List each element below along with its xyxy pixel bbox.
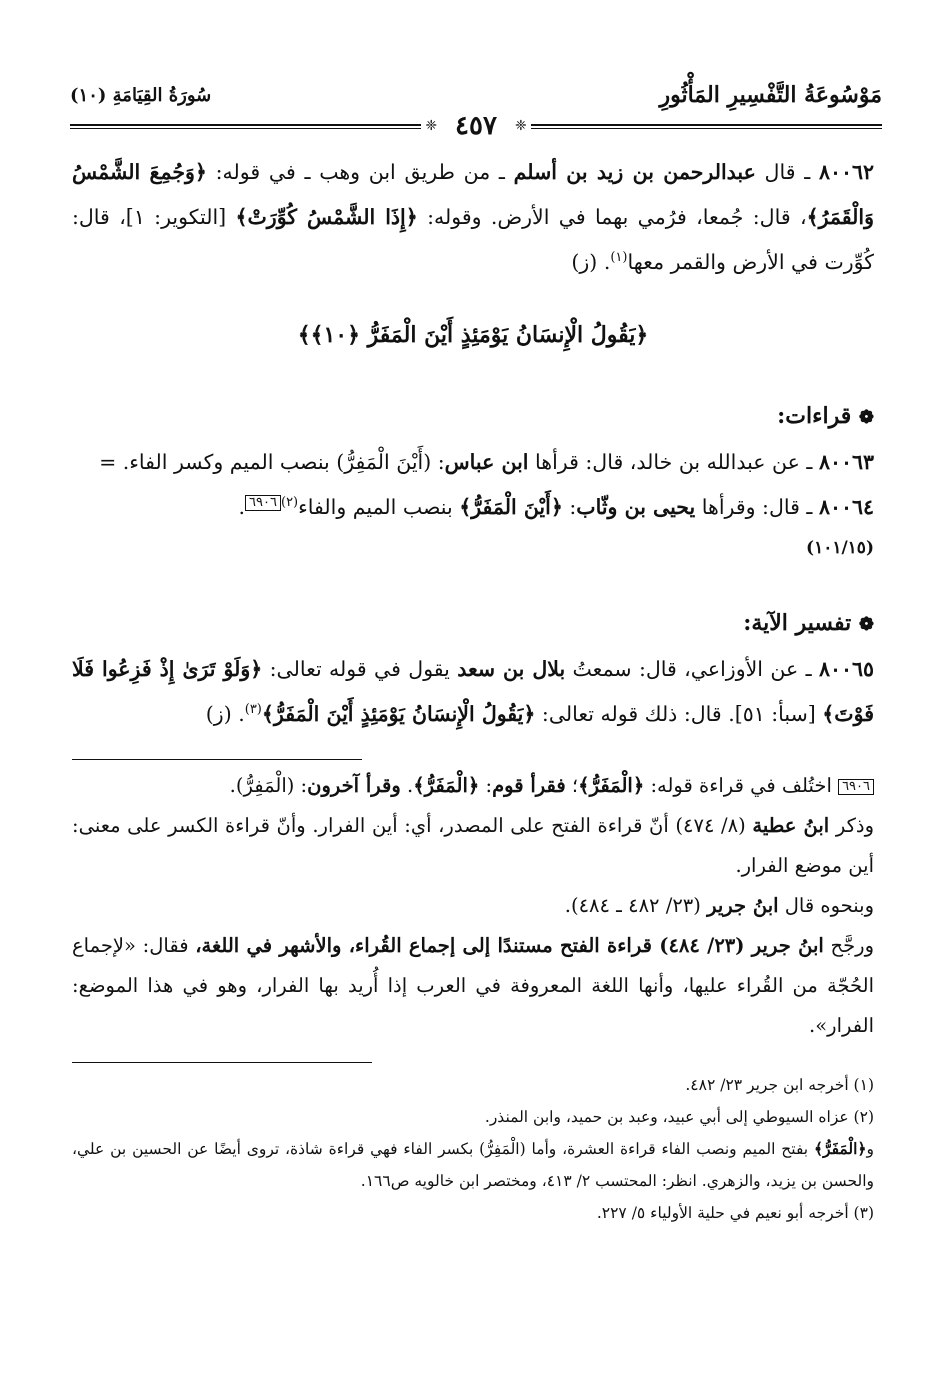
footnote-ref: (٢) xyxy=(280,495,299,511)
footnote-2-cont: و﴿الْمَفَرُّ﴾ بفتح الميم ونصب الفاء قراءة العشرة، وأما (الْمَفِرُّ) بكسر الفاء فهي قراءة شاذة، تروى أيضًا عن الحسين بن علي، والحسن بن يزيد، والزهري. انظر: المحتسب ٢/ ٤١٣، ومختصر ابن خالويه ص١٦٦. xyxy=(72,1139,874,1190)
section-heading-tafsir: ❁ تفسير الآية: xyxy=(743,610,874,636)
header-rule xyxy=(70,111,882,141)
section-heading-readings: ❁ قراءات: xyxy=(777,403,874,429)
volume-reference: (١٠١/١٥) xyxy=(806,538,874,558)
editor-note: ٦٩٠٦ اختُلف في قراءة قوله: ﴿الْمَفَرُّ﴾؛ فقرأ قوم: ﴿الْمَفَرُّ﴾. وقرأ آخرون: (الْمَفِرُّ). وذكر ابنُ عطية (٨/ ٤٧٤) أنّ قراءة الفتح على المصدر، أي: أين الفرار. وأنّ قراءة الكسر على معنى: أين موضع الفرار. وبنحوه قال ابنُ جرير (٢٣/ ٤٨٢ ـ ٤٨٤). ورجَّح ابنُ جرير (٢٣/ ٤٨٤) قراءة الفتح مستندًا إلى إجماع القُراء، والأشهر في اللغة، فقال: «لإجماع الحُجّة من القُراء عليها، وأنها اللغة المعروفة في العرب إذا أُريد بها الفرار، وهو في هذا الموضع: الفرار». xyxy=(72,774,874,1037)
flower-icon: ❁ xyxy=(858,614,874,635)
ornament-icon: ❈ xyxy=(514,118,527,134)
quran-verse: ﴿يَقُولُ الْإِنسَانُ يَوْمَئِذٍ أَيْنَ الْمَفَرُّ ﴿١٠﴾﴾ xyxy=(297,322,649,348)
narration-80065: ٨٠٠٦٥ ـ عن الأوزاعي، قال: سمعتُ بلال بن سعد يقول في قوله تعالى: ﴿وَلَوْ تَرَىٰ إِذْ فَزِعُوا فَلَا فَوْتَ﴾ [سبأ: ٥١]. قال: ذلك قوله تعالى: ﴿يَقُولُ الْإِنسَانُ يَوْمَئِذٍ أَيْنَ الْمَفَرُّ﴾$^{(٣)}$. (ز) xyxy=(72,657,874,726)
footnote-1: (١) أخرجه ابن جرير ٢٣/ ٤٨٢. xyxy=(685,1076,874,1094)
footnotes xyxy=(72,1069,874,1229)
running-header xyxy=(70,78,882,112)
narration-80062: ٨٠٠٦٢ ـ قال عبدالرحمن بن زيد بن أسلم ـ من طريق ابن وهب ـ في قوله: ﴿وَجُمِعَ الشَّمْسُ وَالْقَمَرُ﴾، قال: جُمعا، فرُمي بهما في الأرض. وقوله: ﴿إِذَا الشَّمْسُ كُوِّرَتْ﴾ [التكوير: ١]، قال: كُوِّرت في الأرض والقمر معها$^{(١)}$. (ز) xyxy=(72,160,874,274)
note-separator xyxy=(72,759,362,760)
ornament-icon: ❈ xyxy=(425,118,438,134)
footnote-3: (٣) أخرجه أبو نعيم في حلية الأولياء ٥/ ٢٢٧. xyxy=(596,1204,874,1222)
footnote-2: (٢) عزاه السيوطي إلى أبي عبيد، وعبد بن حميد، وابن المنذر. xyxy=(484,1108,874,1126)
surah-title: سُورَةُ القِيَامَةِ (١٠) xyxy=(70,84,212,106)
flower-icon: ❁ xyxy=(858,407,874,428)
narration-80063: ٨٠٠٦٣ ـ عن عبدالله بن خالد، قال: قرأها ابن عباس: (أَيْنَ الْمَفِرُّ) بنصب الميم وكسر الفاء. = xyxy=(99,450,874,474)
page-number: ٤٥٧ xyxy=(441,120,511,132)
book-title: مَوْسُوعَةُ التَّفْسِيرِ المَأْثُورِ xyxy=(659,82,882,108)
narration-80064: ٨٠٠٦٤ ـ قال: وقرأها يحيى بن وثّاب: ﴿أَيْنَ الْمَفَرُّ﴾ بنصب الميم والفاء$^{(٢)}$٦٩٠٦. xyxy=(238,495,874,519)
page-body xyxy=(72,150,874,1229)
footnote-ref: (٣) xyxy=(244,702,262,718)
note-ref-box: ٦٩٠٦ xyxy=(245,495,281,511)
footnote-separator xyxy=(72,1062,372,1063)
footnote-ref: (١) xyxy=(610,250,628,266)
note-number-box: ٦٩٠٦ xyxy=(838,779,874,795)
